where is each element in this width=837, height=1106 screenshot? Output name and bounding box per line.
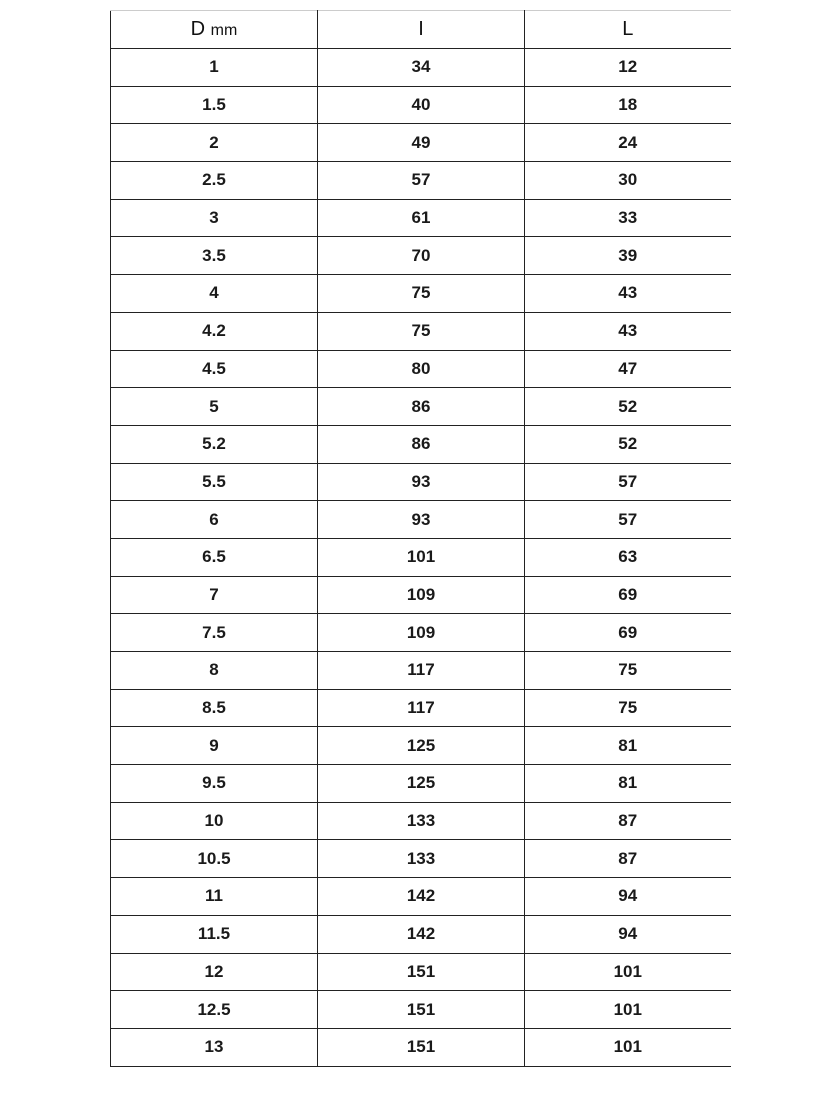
l-cell: 18 (525, 86, 731, 124)
i-cell: 142 (318, 915, 525, 953)
l-cell: 75 (525, 652, 731, 690)
l-cell: 39 (525, 237, 731, 275)
i-cell: 49 (318, 124, 525, 162)
d-cell: 7.5 (111, 614, 318, 652)
header-l: L (525, 11, 731, 49)
d-cell: 6 (111, 501, 318, 539)
d-cell: 5.2 (111, 425, 318, 463)
l-cell: 101 (525, 991, 731, 1029)
l-cell: 75 (525, 689, 731, 727)
l-cell: 63 (525, 538, 731, 576)
table-row (111, 765, 731, 803)
i-cell: 151 (318, 953, 525, 991)
l-cell: 30 (525, 162, 731, 200)
table-row (111, 388, 731, 426)
i-cell: 75 (318, 275, 525, 313)
l-cell: 47 (525, 350, 731, 388)
table-row (111, 199, 731, 237)
i-cell: 75 (318, 312, 525, 350)
table-row (111, 915, 731, 953)
dimension-table-container (110, 10, 730, 1067)
i-cell: 117 (318, 689, 525, 727)
table-row (111, 124, 731, 162)
d-cell: 2 (111, 124, 318, 162)
d-cell: 3 (111, 199, 318, 237)
d-cell: 10 (111, 802, 318, 840)
table-row (111, 49, 731, 87)
l-cell: 101 (525, 953, 731, 991)
l-cell: 69 (525, 576, 731, 614)
d-cell: 2.5 (111, 162, 318, 200)
table-row (111, 162, 731, 200)
d-cell: 9 (111, 727, 318, 765)
i-cell: 109 (318, 614, 525, 652)
i-cell: 40 (318, 86, 525, 124)
d-cell: 13 (111, 1028, 318, 1066)
i-cell: 125 (318, 765, 525, 803)
dimension-table (110, 10, 731, 1067)
d-cell: 4.5 (111, 350, 318, 388)
d-cell: 1 (111, 49, 318, 87)
l-cell: 43 (525, 275, 731, 313)
i-cell: 151 (318, 1028, 525, 1066)
table-row (111, 689, 731, 727)
d-cell: 10.5 (111, 840, 318, 878)
i-cell: 86 (318, 388, 525, 426)
d-cell: 9.5 (111, 765, 318, 803)
d-cell: 3.5 (111, 237, 318, 275)
table-row (111, 878, 731, 916)
table-row (111, 727, 731, 765)
i-cell: 86 (318, 425, 525, 463)
header-i: I (318, 11, 525, 49)
l-cell: 52 (525, 425, 731, 463)
i-cell: 125 (318, 727, 525, 765)
table-row (111, 538, 731, 576)
d-cell: 4.2 (111, 312, 318, 350)
l-cell: 94 (525, 915, 731, 953)
table-row (111, 463, 731, 501)
i-cell: 142 (318, 878, 525, 916)
l-cell: 57 (525, 501, 731, 539)
i-cell: 109 (318, 576, 525, 614)
table-row (111, 802, 731, 840)
l-cell: 101 (525, 1028, 731, 1066)
l-cell: 81 (525, 727, 731, 765)
i-cell: 61 (318, 199, 525, 237)
table-row (111, 1028, 731, 1066)
i-cell: 93 (318, 463, 525, 501)
l-cell: 81 (525, 765, 731, 803)
i-cell: 151 (318, 991, 525, 1029)
l-cell: 87 (525, 802, 731, 840)
i-cell: 117 (318, 652, 525, 690)
i-cell: 70 (318, 237, 525, 275)
l-cell: 57 (525, 463, 731, 501)
i-cell: 57 (318, 162, 525, 200)
l-cell: 94 (525, 878, 731, 916)
table-row (111, 312, 731, 350)
table-row (111, 991, 731, 1029)
table-row (111, 576, 731, 614)
table-row (111, 652, 731, 690)
table-row (111, 425, 731, 463)
i-cell: 34 (318, 49, 525, 87)
l-cell: 52 (525, 388, 731, 426)
table-body (111, 49, 731, 1067)
l-cell: 24 (525, 124, 731, 162)
d-cell: 11.5 (111, 915, 318, 953)
d-cell: 5.5 (111, 463, 318, 501)
table-row (111, 237, 731, 275)
i-cell: 133 (318, 802, 525, 840)
d-cell: 1.5 (111, 86, 318, 124)
table-row (111, 275, 731, 313)
d-cell: 11 (111, 878, 318, 916)
d-cell: 5 (111, 388, 318, 426)
d-cell: 4 (111, 275, 318, 313)
table-row (111, 86, 731, 124)
i-cell: 80 (318, 350, 525, 388)
d-cell: 12 (111, 953, 318, 991)
table-row (111, 840, 731, 878)
l-cell: 69 (525, 614, 731, 652)
header-d-unit: mm (210, 22, 238, 39)
d-cell: 7 (111, 576, 318, 614)
d-cell: 6.5 (111, 538, 318, 576)
table-row (111, 953, 731, 991)
table-row (111, 614, 731, 652)
l-cell: 12 (525, 49, 731, 87)
l-cell: 43 (525, 312, 731, 350)
header-d-label: D (190, 18, 206, 40)
i-cell: 101 (318, 538, 525, 576)
i-cell: 133 (318, 840, 525, 878)
l-cell: 87 (525, 840, 731, 878)
table-row (111, 350, 731, 388)
table-header-row (111, 11, 731, 49)
d-cell: 8 (111, 652, 318, 690)
d-cell: 12.5 (111, 991, 318, 1029)
i-cell: 93 (318, 501, 525, 539)
table-row (111, 501, 731, 539)
header-d-mm (111, 11, 318, 49)
l-cell: 33 (525, 199, 731, 237)
d-cell: 8.5 (111, 689, 318, 727)
